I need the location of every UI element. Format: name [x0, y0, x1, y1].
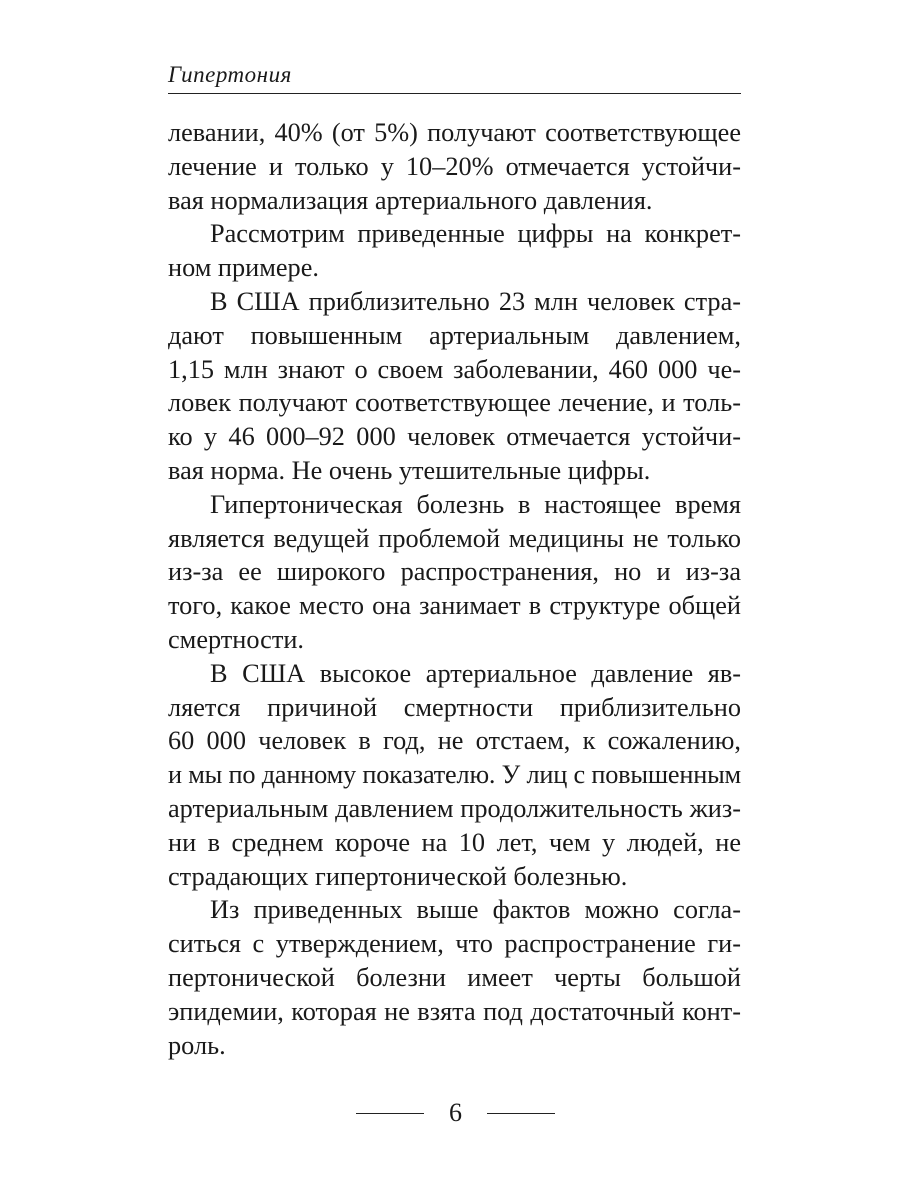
- header-rule: [168, 93, 741, 94]
- paragraph: [168, 657, 741, 894]
- paragraph: [168, 116, 741, 217]
- text-line: Из приведенных выше фактов можно согла-: [210, 895, 741, 925]
- footer-rule-right: [487, 1113, 555, 1114]
- text-line: роль.: [168, 1030, 226, 1060]
- paragraph: [168, 285, 741, 488]
- text-line: того, какое место она занимает в структуре общей: [168, 591, 741, 621]
- running-title: Гипертония: [168, 62, 292, 87]
- text-line: вая норма. Не очень утешительные цифры.: [168, 455, 651, 485]
- paragraph: [168, 488, 741, 657]
- text-line: В США высокое артериальное давление яв-: [210, 658, 741, 688]
- text-line: Гипертоническая болезнь в настоящее время: [210, 489, 741, 519]
- text-line: 60 000 человек в год, не отстаем, к сожалению,: [168, 726, 741, 756]
- text-line: из-за ее широкого распространения, но и из-за: [168, 557, 741, 587]
- text-line: вая нормализация артериального давления.: [168, 185, 653, 215]
- body-text: [168, 116, 741, 1062]
- text-line: ситься с утверждением, что распространение ги-: [168, 929, 741, 959]
- text-line: левании, 40% (от 5%) получают соответствующее: [168, 118, 741, 147]
- text-line: страдающих гипертонической болезнью.: [168, 861, 628, 891]
- text-line: дают повышенным артериальным давлением,: [168, 320, 741, 350]
- page-footer: [0, 1096, 900, 1136]
- text-line: ном примере.: [168, 253, 319, 283]
- page-number: 6: [449, 1098, 462, 1127]
- paragraph: [168, 893, 741, 1062]
- footer-rule-left: [356, 1113, 424, 1114]
- text-line: В США приблизительно 23 млн человек стра-: [210, 286, 741, 316]
- text-line: и мы по данному показателю. У лиц с повышенным: [168, 760, 741, 790]
- text-line: ляется причиной смертности приблизительно: [168, 692, 741, 722]
- text-line: 1,15 млн знают о своем заболевании, 460 000 че-: [168, 354, 741, 384]
- text-line: артериальным давлением продолжительность жиз-: [168, 793, 741, 823]
- text-line: ко у 46 000–92 000 человек отмечается устойчи-: [168, 422, 741, 452]
- paragraph: [168, 217, 741, 285]
- text-line: смертности.: [168, 624, 304, 654]
- text-line: лечение и только у 10–20% отмечается устойчи-: [168, 151, 741, 181]
- text-line: является ведущей проблемой медицины не только: [168, 523, 741, 553]
- text-line: пертонической болезни имеет черты большой: [168, 962, 741, 992]
- text-line: Рассмотрим приведенные цифры на конкрет-: [210, 219, 741, 249]
- text-line: ни в среднем короче на 10 лет, чем у людей, не: [168, 827, 741, 857]
- text-line: ловек получают соответствующее лечение, и толь-: [168, 388, 741, 418]
- text-line: эпидемии, которая не взята под достаточный конт-: [168, 996, 741, 1026]
